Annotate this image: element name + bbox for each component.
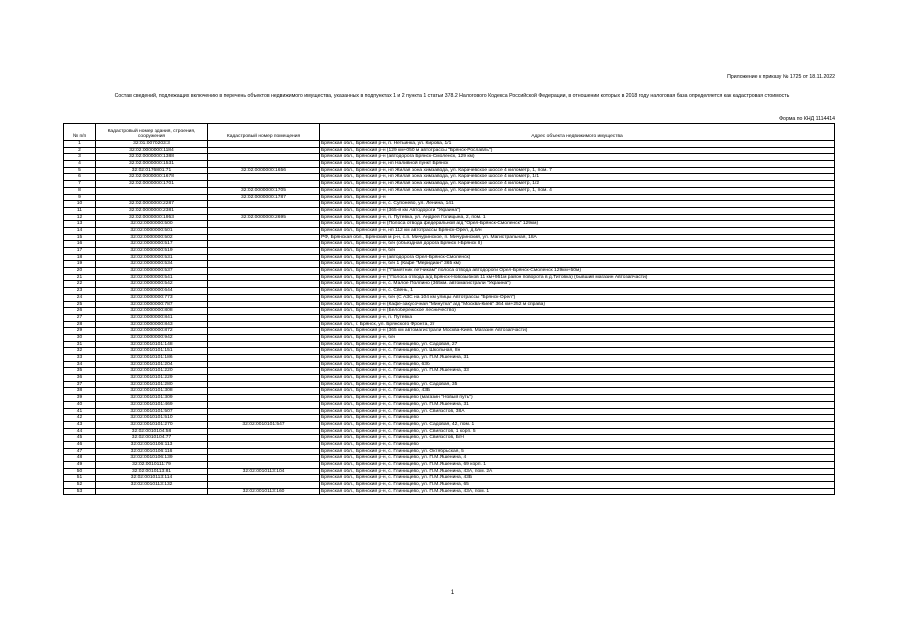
cell-number: 41: [64, 408, 96, 415]
cell-address: Брянская обл., Брянский р-н, с. Глинищево: [320, 441, 835, 448]
table-row: [64, 415, 835, 422]
cell-number: 26: [64, 308, 96, 315]
table-row: [64, 254, 835, 261]
cell-address: Брянская обл., Брянский р-н, с. Глинищево, ул. П.М.Яшенина, 43Б: [320, 475, 835, 482]
cell-premises-cadastral: [208, 201, 320, 208]
table-row: [64, 201, 835, 208]
cell-premises-cadastral: [208, 207, 320, 214]
cell-building-cadastral: 32:02:0000000:517: [96, 241, 208, 248]
cell-premises-cadastral: [208, 455, 320, 462]
cell-number: 25: [64, 301, 96, 308]
cell-premises-cadastral: [208, 161, 320, 168]
header-premises-cadastral: Кадастровый номер помещения: [208, 124, 320, 141]
cell-address: Брянская обл., Брянский р-н (Белобережское лесничество): [320, 308, 835, 315]
cell-building-cadastral: 32:02:0000000:1678: [96, 174, 208, 181]
cell-number: 4: [64, 161, 96, 168]
cell-number: 7: [64, 181, 96, 188]
cell-premises-cadastral: [208, 415, 320, 422]
cell-premises-cadastral: 32:02:0010113:104: [208, 468, 320, 475]
cell-address: Брянская обл., Брянский р-н ("Полоса отвода а/д Брянск-Новозыбков 11 км+951м район поворота в д.Титовка) (бывший магазин Автозапчасти): [320, 274, 835, 281]
cell-address: Брянская обл., Брянский р-н, с. Глинищево, ул. П.М.Яшенина, 69 корп. 1: [320, 462, 835, 469]
cell-address: Брянская обл., Брянский р-н, с. Глинищево, ул. Октябрьская, 5: [320, 448, 835, 455]
cell-premises-cadastral: [208, 301, 320, 308]
cell-premises-cadastral: [208, 355, 320, 362]
cell-premises-cadastral: [208, 475, 320, 482]
cell-number: 36: [64, 375, 96, 382]
cell-premises-cadastral: 32:02:0000000:1787: [208, 194, 320, 201]
cell-address: Брянская обл., Брянский р-н, с. Глинищево, ул. Свиязстов, 1 корп. 5: [320, 428, 835, 435]
cell-building-cadastral: [96, 488, 208, 495]
cell-building-cadastral: 32:02:0000000:1701: [96, 181, 208, 188]
cell-address: Брянская обл., Брянский р-н, с. Свень, 1: [320, 288, 835, 295]
cell-building-cadastral: 32:02:0000000:872: [96, 328, 208, 335]
cell-building-cadastral: 32:02:0010113:81: [96, 468, 208, 475]
table-row: [64, 167, 835, 174]
table-row: [64, 261, 835, 268]
cell-building-cadastral: 32:02:0000000:1388: [96, 154, 208, 161]
cell-number: 49: [64, 462, 96, 469]
cell-number: 40: [64, 401, 96, 408]
table-row: [64, 248, 835, 255]
cell-premises-cadastral: [208, 341, 320, 348]
cell-number: 9: [64, 194, 96, 201]
cell-number: 29: [64, 328, 96, 335]
table-row: [64, 147, 835, 154]
cell-number: 5: [64, 167, 96, 174]
cell-number: 34: [64, 361, 96, 368]
cell-building-cadastral: 32:02:0000000:773: [96, 294, 208, 301]
cell-premises-cadastral: [208, 181, 320, 188]
cell-address: Брянская обл., Брянский р-н, с. Глинищево, ул. Садовая, 42, пом. 1: [320, 421, 835, 428]
cell-number: 35: [64, 368, 96, 375]
table-row: [64, 154, 835, 161]
cell-address: Брянская обл., Брянский р-н, нп Жилая зона химзавода, ул. Карачевское шоссе 4 километр, 1/1: [320, 174, 835, 181]
cell-premises-cadastral: [208, 361, 320, 368]
cell-building-cadastral: 32:02:0010101:220: [96, 368, 208, 375]
cell-number: 44: [64, 428, 96, 435]
cell-premises-cadastral: [208, 261, 320, 268]
header-number: № п/п: [64, 124, 96, 141]
cell-number: 21: [64, 274, 96, 281]
cell-number: 6: [64, 174, 96, 181]
cell-premises-cadastral: [208, 254, 320, 261]
cell-premises-cadastral: 32:02:0010113:160: [208, 488, 320, 495]
cell-address: Брянская обл., Брянский р-н (Кафе-закусочная "Минутка" а/д "Москва-Киев" 364 км+252 м справа): [320, 301, 835, 308]
cell-number: 3: [64, 154, 96, 161]
table-row: [64, 408, 835, 415]
cell-building-cadastral: 32:02:0000000:500: [96, 221, 208, 228]
table-row: [64, 448, 835, 455]
table-row: [64, 401, 835, 408]
cell-address: Брянская обл., Брянский р-н, с. Глинищево (магазин "Новый путь"): [320, 395, 835, 402]
cell-premises-cadastral: 32:02:0000000:1705: [208, 187, 320, 194]
table-row: [64, 141, 835, 148]
cell-premises-cadastral: [208, 308, 320, 315]
cell-premises-cadastral: [208, 462, 320, 469]
cell-address: Брянская обл., Брянский р-н (автодорога Брянск-Смоленск, 129 км): [320, 154, 835, 161]
document-title: Состав сведений, подлежащих включению в перечень объектов недвижимого имущества, указанных в подпунктах 1 и 2 пункта 1 статьи 378.2 Налогового Кодекса Российской Федерации, в отношении которых в 2018 году налоговая база определяется как кадастровая стоимость: [114, 93, 790, 99]
cell-address: Брянская обл., Брянский р-н, нп Жилая зона химзавода, ул. Карачевское шоссе 4 километр, 1, пом. 7: [320, 167, 835, 174]
table-row: [64, 174, 835, 181]
property-table: [63, 123, 835, 495]
cell-building-cadastral: 32:02:0010101:510: [96, 415, 208, 422]
table-row: [64, 321, 835, 328]
cell-address: Брянская обл., Брянский р-н, с. Глинищево, ул. П.М.Яшенина, 33: [320, 368, 835, 375]
cell-building-cadastral: 32:02:0000000:841: [96, 314, 208, 321]
table-row: [64, 468, 835, 475]
cell-building-cadastral: 32:02:0010101:270: [96, 421, 208, 428]
cell-address: Брянская обл., г. Брянск, ул. Брянского Фронта, 2г: [320, 321, 835, 328]
cell-premises-cadastral: [208, 328, 320, 335]
cell-address: Брянская обл., Брянский р-н, нп 112 км автотрассы Брянск-Орел, д.б/н: [320, 227, 835, 234]
table-header-row: [64, 124, 835, 141]
table-row: [64, 294, 835, 301]
cell-address: РФ, Брянская обл., Брянский м р-н, с.п. Мичуринское, п. Мичуринский, ул. Магистральная, 18А: [320, 234, 835, 241]
cell-premises-cadastral: [208, 368, 320, 375]
cell-premises-cadastral: [208, 408, 320, 415]
cell-address: Брянская обл., Брянский р-н, нп Жилая зона химзавода, ул. Карачевское шоссе 4 километр, 1, пом. 4: [320, 187, 835, 194]
cell-number: 19: [64, 261, 96, 268]
table-body: [64, 141, 835, 495]
cell-building-cadastral: 32:02:0000000:2287: [96, 201, 208, 208]
table-row: [64, 288, 835, 295]
table-row: [64, 227, 835, 234]
cell-premises-cadastral: [208, 248, 320, 255]
cell-address: Брянская обл., Брянский р-н, с. Глинищево, ул. П.М.Яшенина, 31: [320, 355, 835, 362]
cell-address: Брянская обл., Брянский р-н, нп Жилая зона химзавода, ул. Карачевское шоссе 4 километр, 1/2: [320, 181, 835, 188]
cell-building-cadastral: 32:02:0010101:148: [96, 341, 208, 348]
cell-address: Брянская обл., Брянский р-н: [320, 194, 835, 201]
table-row: [64, 241, 835, 248]
cell-building-cadastral: 32:02:0176801:71: [96, 167, 208, 174]
cell-address: Брянская обл., Брянский р-н, с. Глинищево, ул. Свиязстов, 38А: [320, 408, 835, 415]
cell-building-cadastral: 32:02:0010101:308: [96, 388, 208, 395]
cell-building-cadastral: 32:02:0010113:114: [96, 475, 208, 482]
cell-building-cadastral: 32:02:0010101:151: [96, 348, 208, 355]
cell-address: Брянская обл., Брянский р-н, с. Глинищево, ул. П.М.Яшенина, 31: [320, 401, 835, 408]
table-row: [64, 441, 835, 448]
cell-building-cadastral: 32:02:0010101:309: [96, 395, 208, 402]
cell-number: 11: [64, 207, 96, 214]
cell-building-cadastral: 32:02:0000000:787: [96, 301, 208, 308]
cell-number: 50: [64, 468, 96, 475]
cell-number: 30: [64, 334, 96, 341]
cell-address: Брянская обл., Брянский р-н, с. Глинищево, ул. Школьная, 8н: [320, 348, 835, 355]
table-row: [64, 348, 835, 355]
appendix-note: Приложение к приказу № 1725 от 18.11.2022: [727, 74, 835, 80]
cell-address: Брянская обл., Брянский р-н (автодорога Орел-Брянск-Смоленск): [320, 254, 835, 261]
cell-premises-cadastral: [208, 395, 320, 402]
cell-premises-cadastral: [208, 241, 320, 248]
cell-premises-cadastral: [208, 294, 320, 301]
cell-number: 14: [64, 227, 96, 234]
cell-address: Брянская обл., Брянский р-н, п. Путевка: [320, 314, 835, 321]
cell-building-cadastral: 32:02:0000000:843: [96, 321, 208, 328]
cell-address: Брянская обл., Брянский р-н, б/н (С АЗС на 104 км улицы Автотрассы "Брянск-Орел"): [320, 294, 835, 301]
cell-address: Брянская обл., Брянский р-н (365 км автомагистрали Москва-Киев. Магазин Автозапчасти): [320, 328, 835, 335]
cell-number: 43: [64, 421, 96, 428]
cell-number: 17: [64, 248, 96, 255]
cell-building-cadastral: 32:02:0010101:469: [96, 401, 208, 408]
table-row: [64, 488, 835, 495]
table-row: [64, 234, 835, 241]
cell-building-cadastral: 32:02:0000000:501: [96, 227, 208, 234]
table-row: [64, 482, 835, 489]
cell-building-cadastral: 32:02:0000000:942: [96, 334, 208, 341]
cell-premises-cadastral: [208, 141, 320, 148]
cell-address: Брянская обл., Брянский р-н, с. Супонево, ул. Ленина, 141: [320, 201, 835, 208]
cell-address: Брянская обл., Брянский р-н ("Памятник летчикам" полоса отвода автодороги Орел-Брянск-Смоленск 129км+50м): [320, 268, 835, 275]
cell-building-cadastral: 32:02:0000000:541: [96, 274, 208, 281]
cell-premises-cadastral: [208, 227, 320, 234]
table-row: [64, 421, 835, 428]
cell-building-cadastral: 32:02:0000000:531: [96, 254, 208, 261]
cell-number: 38: [64, 388, 96, 395]
cell-number: 15: [64, 234, 96, 241]
header-building-cadastral: Кадастровый номер здания, строения, сооружения: [96, 124, 208, 141]
table-row: [64, 281, 835, 288]
cell-number: 24: [64, 294, 96, 301]
cell-building-cadastral: 32:02:0000000:502: [96, 234, 208, 241]
cell-number: 1: [64, 141, 96, 148]
cell-number: 10: [64, 201, 96, 208]
cell-premises-cadastral: [208, 154, 320, 161]
table-row: [64, 301, 835, 308]
cell-address: Брянская обл., Брянский р-н, с. Глинищево, ул. П.М.Яшенина, 43А, пом. 2А: [320, 468, 835, 475]
table-row: [64, 428, 835, 435]
cell-building-cadastral: 32:01:0070203:3: [96, 141, 208, 148]
table-row: [64, 221, 835, 228]
cell-premises-cadastral: [208, 268, 320, 275]
cell-building-cadastral: 32:02:0000000:537: [96, 268, 208, 275]
table-row: [64, 334, 835, 341]
cell-building-cadastral: 32:02:0010104:77: [96, 435, 208, 442]
table-row: [64, 462, 835, 469]
table-row: [64, 455, 835, 462]
page-number: 1: [450, 590, 455, 596]
cell-premises-cadastral: [208, 348, 320, 355]
cell-number: 42: [64, 415, 96, 422]
cell-number: 37: [64, 381, 96, 388]
cell-number: 22: [64, 281, 96, 288]
cell-number: 13: [64, 221, 96, 228]
table-row: [64, 308, 835, 315]
cell-number: 31: [64, 341, 96, 348]
cell-premises-cadastral: 32:02:0000000:2695: [208, 214, 320, 221]
table-row: [64, 268, 835, 275]
cell-address: Брянская обл., Брянский р-н, с. Глинищево, ул. Садовая, 27: [320, 341, 835, 348]
cell-premises-cadastral: [208, 428, 320, 435]
cell-number: 46: [64, 441, 96, 448]
cell-address: Брянская обл., Брянский р-н (Полоса отвода федеральной а/д "Орел-Брянск-Смоленск" 129км): [320, 221, 835, 228]
cell-premises-cadastral: [208, 435, 320, 442]
cell-building-cadastral: 32:02:0000000:808: [96, 308, 208, 315]
cell-address: Брянская обл., Брянский р-н, с. Глинищево, 43Б: [320, 388, 835, 395]
cell-number: 16: [64, 241, 96, 248]
cell-address: Брянская обл., Брянский р-н, с. Малое Полпино (365км. автомагистрали "Украина"): [320, 281, 835, 288]
cell-address: Брянская обл., Брянский р-н, с. Глинищево: [320, 415, 835, 422]
cell-building-cadastral: 32:02:0000000:542: [96, 281, 208, 288]
cell-premises-cadastral: [208, 234, 320, 241]
cell-building-cadastral: 32:02:0010101:507: [96, 408, 208, 415]
cell-building-cadastral: 32:02:0010113:132: [96, 482, 208, 489]
cell-premises-cadastral: [208, 448, 320, 455]
table-row: [64, 361, 835, 368]
cell-number: 32: [64, 348, 96, 355]
cell-address: Брянская обл., Брянский р-н, п. Путевка, ул. Андрея Голицына, 2, пом. 1: [320, 214, 835, 221]
cell-number: 33: [64, 355, 96, 362]
cell-number: 52: [64, 482, 96, 489]
table-row: [64, 435, 835, 442]
cell-building-cadastral: 32:02:0010101:280: [96, 381, 208, 388]
table-row: [64, 341, 835, 348]
cell-address: Брянская обл., Брянский р-н, с. Глинищево, 63б: [320, 361, 835, 368]
cell-number: 18: [64, 254, 96, 261]
cell-premises-cadastral: [208, 321, 320, 328]
cell-number: 12: [64, 214, 96, 221]
table-row: [64, 328, 835, 335]
table-row: [64, 395, 835, 402]
cell-number: 20: [64, 268, 96, 275]
cell-building-cadastral: [96, 194, 208, 201]
cell-address: Брянская обл., Брянский р-н (129 км+050 м автотрассы "Брянск-Рославль"): [320, 147, 835, 154]
cell-building-cadastral: 32:02:0010106:139: [96, 455, 208, 462]
table-row: [64, 181, 835, 188]
table-row: [64, 475, 835, 482]
table-row: [64, 214, 835, 221]
cell-building-cadastral: 32:02:0010101:204: [96, 361, 208, 368]
cell-address: Брянская обл., Брянский р-н, с. Глинищево, ул. Садовая, 35: [320, 381, 835, 388]
table-row: [64, 194, 835, 201]
cell-premises-cadastral: [208, 334, 320, 341]
cell-address: Брянская обл., Брянский р-н, с. Глинищево, ул. Свиязстов, Б/Н: [320, 435, 835, 442]
cell-number: 2: [64, 147, 96, 154]
table-row: [64, 381, 835, 388]
cell-address: Брянская обл., Брянский р-н, с. Глинищево, ул. П.М.Яшенина, 4: [320, 455, 835, 462]
cell-building-cadastral: 32:02:0010106:116: [96, 448, 208, 455]
cell-number: 8: [64, 187, 96, 194]
cell-premises-cadastral: [208, 314, 320, 321]
cell-number: 23: [64, 288, 96, 295]
cell-address: Брянская обл., Брянский р-н, с. Глинищево, ул. П.М.Яшенина, 43А, пом. 1: [320, 488, 835, 495]
cell-building-cadastral: 32:02:0000000:644: [96, 288, 208, 295]
cell-building-cadastral: 32:02:0000000:534: [96, 261, 208, 268]
header-address: Адрес объекта недвижимого имущества: [320, 124, 835, 141]
cell-building-cadastral: 32:02:0000000:1953: [96, 214, 208, 221]
cell-premises-cadastral: [208, 401, 320, 408]
cell-premises-cadastral: [208, 281, 320, 288]
cell-premises-cadastral: [208, 482, 320, 489]
cell-address: Брянская обл., Брянский р-н, с. Глинищево: [320, 375, 835, 382]
cell-premises-cadastral: [208, 381, 320, 388]
cell-building-cadastral: 32:02:0010111:79: [96, 462, 208, 469]
table-row: [64, 161, 835, 168]
cell-address: Брянская обл., Брянский р-н, б/н: [320, 334, 835, 341]
cell-building-cadastral: 32:02:0000000:1184: [96, 147, 208, 154]
cell-building-cadastral: 32:02:0010101:186: [96, 355, 208, 362]
cell-premises-cadastral: [208, 147, 320, 154]
cell-premises-cadastral: [208, 221, 320, 228]
cell-premises-cadastral: 32:02:0010101:547: [208, 421, 320, 428]
cell-number: 47: [64, 448, 96, 455]
cell-premises-cadastral: [208, 288, 320, 295]
cell-number: 45: [64, 435, 96, 442]
table-row: [64, 274, 835, 281]
cell-building-cadastral: [96, 187, 208, 194]
cell-number: 51: [64, 475, 96, 482]
cell-premises-cadastral: [208, 274, 320, 281]
cell-address: Брянская обл., Брянский р-н, б/н: [320, 248, 835, 255]
cell-address: Брянская обл., Брянский р-н, п. Нетьинка, ул. Кирова, 1/1: [320, 141, 835, 148]
cell-address: Брянская обл., Брянский р-н (365-й км Автодороги "Украина"): [320, 207, 835, 214]
cell-building-cadastral: 32:02:0010106:113: [96, 441, 208, 448]
cell-premises-cadastral: 32:02:0000000:1656: [208, 167, 320, 174]
table-row: [64, 375, 835, 382]
cell-address: Брянская обл., Брянский р-н, б/н (объездная дорога Брянск I-Брянск II): [320, 241, 835, 248]
cell-address: Брянская обл., Брянский р-н, б/н 1 (Кафе "Меридиан" 365 км): [320, 261, 835, 268]
cell-address: Брянская обл., Брянский р-н, с. Глинищево, ул. П.М.Яшенина, 65: [320, 482, 835, 489]
cell-premises-cadastral: [208, 441, 320, 448]
table-row: [64, 314, 835, 321]
cell-premises-cadastral: [208, 388, 320, 395]
cell-address: Брянская обл., Брянский р-н, нп Наливной пункт Брянск: [320, 161, 835, 168]
cell-number: 48: [64, 455, 96, 462]
cell-number: 39: [64, 395, 96, 402]
form-code: Форма по КНД 1114414: [779, 116, 835, 122]
cell-number: 28: [64, 321, 96, 328]
cell-building-cadastral: 32:02:0010104:58: [96, 428, 208, 435]
table-row: [64, 207, 835, 214]
table-row: [64, 355, 835, 362]
cell-building-cadastral: 32:02:0000000:519: [96, 248, 208, 255]
cell-building-cadastral: 32:02:0000000:2381: [96, 207, 208, 214]
cell-premises-cadastral: [208, 174, 320, 181]
cell-building-cadastral: 32:02:0010101:229: [96, 375, 208, 382]
cell-building-cadastral: 32:02:0000000:1531: [96, 161, 208, 168]
cell-premises-cadastral: [208, 375, 320, 382]
table-row: [64, 187, 835, 194]
cell-number: 53: [64, 488, 96, 495]
table-row: [64, 388, 835, 395]
table-row: [64, 368, 835, 375]
cell-number: 27: [64, 314, 96, 321]
